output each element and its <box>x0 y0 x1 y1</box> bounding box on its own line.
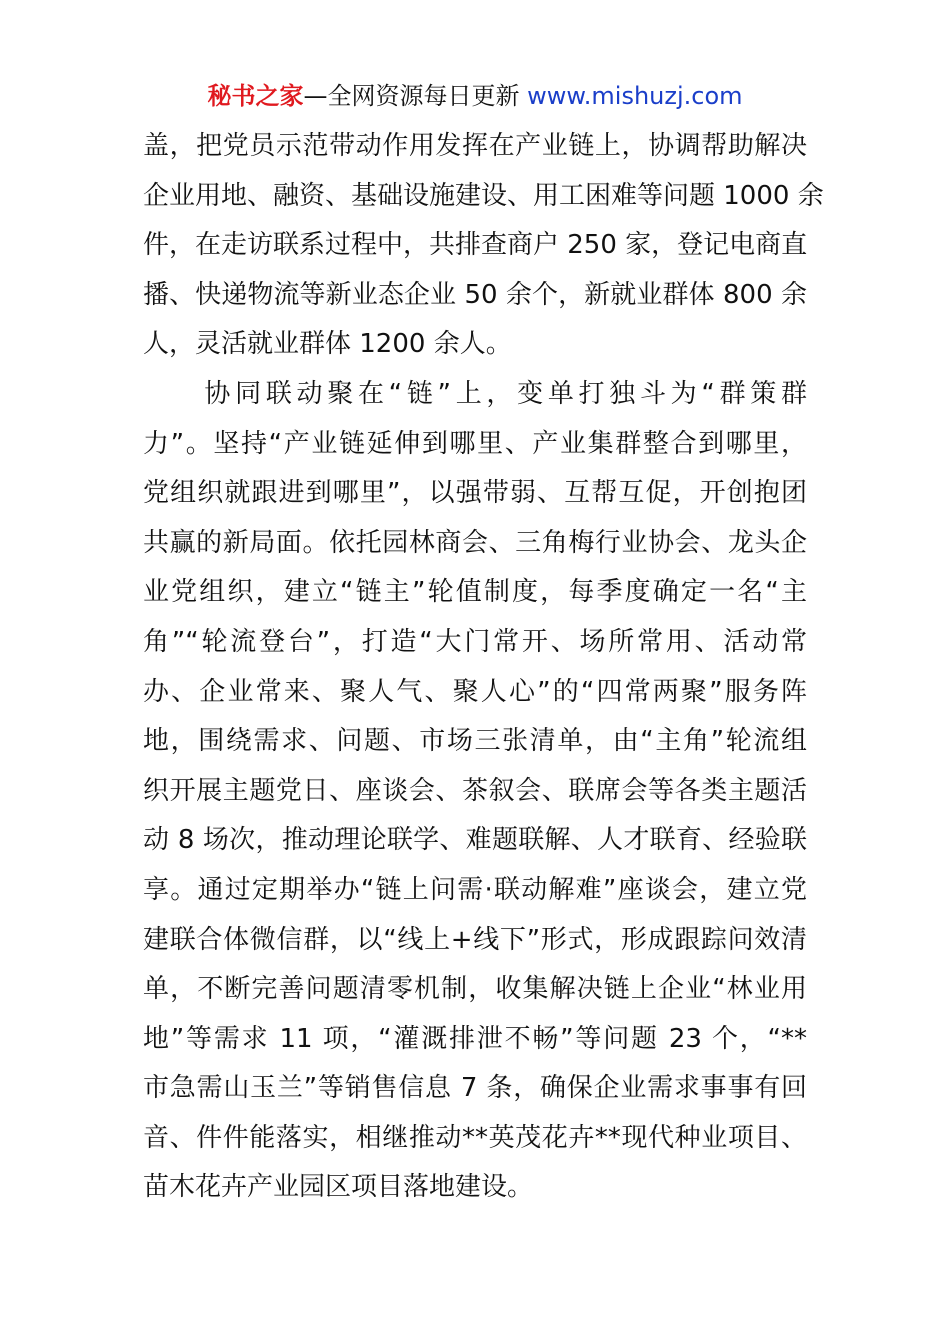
text-line: 音、件件能落实，相继推动**英茂花卉**现代种业项目、 <box>143 1122 807 1153</box>
text-line: 企业用地、融资、基础设施建设、用工困难等问题 1000 余 <box>143 180 824 211</box>
text-line: 地”等需求 11 项，“灌溉排泄不畅”等问题 23 个，“** <box>143 1023 807 1054</box>
text-line: 享。通过定期举办“链上问需·联动解难”座谈会，建立党 <box>143 874 807 905</box>
text-line: 地，围绕需求、问题、市场三张清单，由“主角”轮流组 <box>143 726 807 757</box>
text-line: 共赢的新局面。依托园林商会、三角梅行业协会、龙头企 <box>143 527 807 558</box>
site-url[interactable]: www.mishuzj.com <box>519 82 743 110</box>
text-line: 件，在走访联系过程中，共排查商户 250 家，登记电商直 <box>143 230 808 261</box>
site-brand: 秘书之家 <box>207 82 304 110</box>
text-line: 力”。坚持“产业链延伸到哪里、产业集群整合到哪里， <box>143 428 807 459</box>
text-line: 播、快递物流等新业态企业 50 余个，新就业群体 800 余 <box>143 279 807 310</box>
page-header <box>0 80 950 112</box>
text-line: 建联合体微信群，以“线上+线下”形式，形成跟踪问效清 <box>143 924 807 955</box>
text-line: 织开展主题党日、座谈会、茶叙会、联席会等各类主题活 <box>143 775 807 806</box>
paragraph-end-line: 人，灵活就业群体 1200 余人。 <box>143 329 512 360</box>
text-line: 党组织就跟进到哪里”，以强带弱、互帮互促，开创抱团 <box>143 478 807 509</box>
text-line: 动 8 场次，推动理论联学、难题联解、人才联育、经验联 <box>143 825 807 856</box>
text-line: 单，不断完善问题清零机制，收集解决链上企业“林业用 <box>143 974 807 1005</box>
article-body <box>143 122 824 1213</box>
text-line: 协同联动聚在“链”上，变单打独斗为“群策群 <box>143 378 807 409</box>
paragraph-end-line: 苗木花卉产业园区项目落地建设。 <box>143 1172 534 1203</box>
site-tagline: —全网资源每日更新 <box>303 82 520 110</box>
text-line: 办、企业常来、聚人气、聚人心”的“四常两聚”服务阵 <box>143 676 807 707</box>
text-line: 盖，把党员示范带动作用发挥在产业链上，协调帮助解决 <box>143 131 807 161</box>
text-line: 业党组织，建立“链主”轮值制度，每季度确定一名“主 <box>143 577 807 608</box>
text-line: 角”“轮流登台”，打造“大门常开、场所常用、活动常 <box>143 626 807 657</box>
text-line: 市急需山玉兰”等销售信息 7 条，确保企业需求事事有回 <box>143 1073 807 1104</box>
